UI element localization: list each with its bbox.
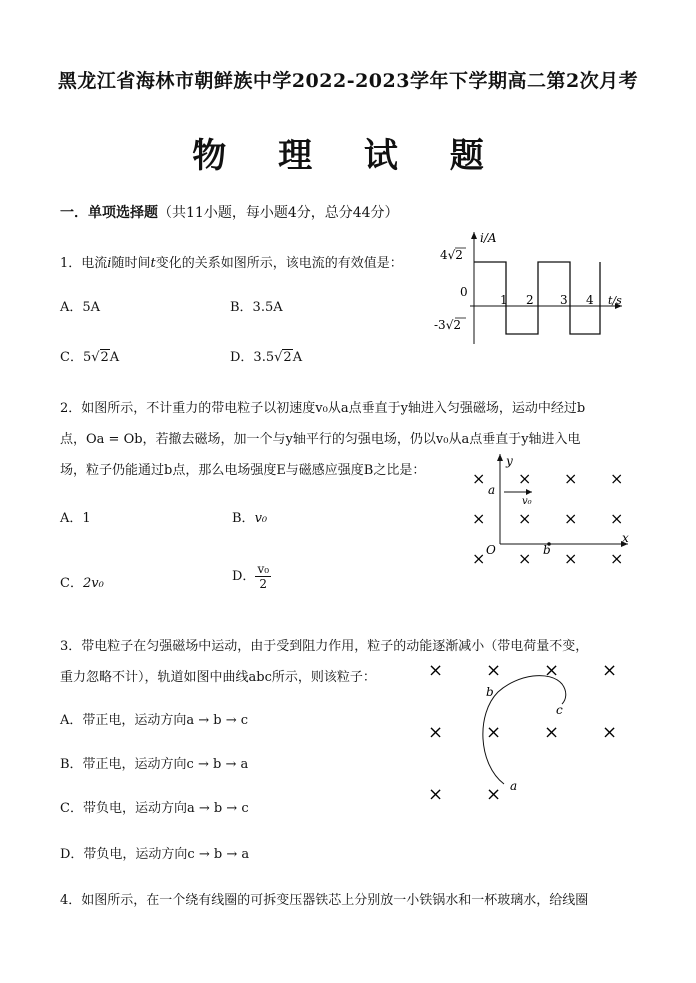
- fig2-x-label: x: [622, 531, 629, 545]
- cross-icon: ×: [472, 469, 486, 488]
- particle-track-figure-q3: [420, 654, 630, 804]
- q2-option-a-label: A．: [60, 511, 83, 526]
- fig2-v0-label: v₀: [522, 496, 532, 507]
- q2-option-b-value: v₀: [254, 511, 268, 526]
- q1-option-b[interactable]: B．3.5A: [230, 300, 283, 315]
- graph-y-top-label: 4√2: [440, 248, 463, 262]
- q1-option-c-radicand: 2: [100, 350, 109, 365]
- q2-option-c[interactable]: [60, 572, 104, 591]
- magnetic-field-figure-q2: [466, 450, 636, 570]
- cross-icon: ×: [610, 509, 624, 528]
- fig2-y-arrow: [497, 454, 503, 461]
- q2-option-b-label: B．: [232, 511, 255, 526]
- sqrt-symbol: √2: [274, 350, 292, 365]
- section-heading: [60, 202, 399, 222]
- fig2-origin-label: O: [486, 543, 496, 557]
- section-label: 一．单项选择题: [60, 205, 158, 221]
- q1-option-c-text: C．5: [60, 350, 92, 365]
- q3-option-c[interactable]: C．带负电，运动方向a → b → c: [60, 801, 249, 816]
- q1-option-d[interactable]: [230, 346, 302, 365]
- graph-y-bottom-label: -3√2: [434, 318, 461, 332]
- q1-text: 1．电流: [60, 256, 108, 271]
- question-2-line-2: 点，Oa = Ob，若撤去磁场，加一个与y轴平行的匀强电场，仍以v₀从a点垂直于y轴进入电: [60, 432, 581, 447]
- graph-y-label: i/A: [480, 231, 497, 245]
- graph-tick-3: 3: [560, 293, 568, 307]
- cross-icon: ×: [518, 469, 532, 488]
- cross-icon: ×: [486, 784, 502, 804]
- fig3-c-label: c: [556, 703, 563, 717]
- fig2-y-label: y: [506, 454, 513, 468]
- graph-tick-2: 2: [526, 293, 534, 307]
- q1-option-c[interactable]: [60, 346, 119, 365]
- q2-option-c-label: C．: [60, 576, 83, 591]
- cross-icon: ×: [544, 722, 560, 743]
- cross-icon: ×: [428, 660, 444, 681]
- graph-x-label: t/s: [608, 294, 622, 307]
- q1-option-d-text: D．3.5: [230, 350, 275, 365]
- field-crosses: [428, 660, 617, 804]
- q1-option-d-radicand: 2: [283, 350, 292, 365]
- graph-origin-label: 0: [460, 285, 468, 299]
- cross-icon: ×: [472, 509, 486, 528]
- exam-title: 黑龙江省海林市朝鲜族中学2022-2023学年下学期高二第2次月考: [57, 70, 639, 92]
- fig2-a-label: a: [488, 483, 496, 497]
- fig3-b-label: b: [486, 685, 494, 699]
- cross-icon: ×: [486, 660, 502, 681]
- cross-icon: ×: [602, 722, 618, 743]
- question-3-line-1: 3．带电粒子在匀强磁场中运动，由于受到阻力作用，粒子的动能逐渐减小（带电荷量不变，: [60, 639, 589, 654]
- question-1-stem: [60, 252, 403, 271]
- q3-option-d[interactable]: D．带负电，运动方向c → b → a: [60, 847, 250, 862]
- sqrt-symbol: √2: [91, 350, 109, 365]
- cross-icon: ×: [544, 660, 560, 681]
- fig3-a-label: a: [510, 779, 518, 793]
- q2-option-d-label: D．: [232, 569, 256, 584]
- subject-title: 物 理 试 题: [192, 136, 504, 176]
- q1-option-a[interactable]: A．5A: [60, 300, 101, 315]
- cross-icon: ×: [564, 509, 578, 528]
- q2-option-a-value: 1: [82, 511, 91, 526]
- current-time-graph: [420, 228, 630, 348]
- fraction-numerator: v₀: [257, 562, 270, 576]
- fraction-denominator: 2: [259, 577, 268, 591]
- graph-tick-4: 4: [586, 293, 594, 307]
- cross-icon: ×: [428, 722, 444, 743]
- q1-var-i: i: [107, 256, 112, 271]
- cross-icon: ×: [518, 549, 532, 568]
- question-4-line-1: 4．如图所示，在一个绕有线圈的可拆变压器铁芯上分别放一小铁锅水和一杯玻璃水，给线圈: [60, 893, 589, 908]
- q3-option-b[interactable]: B．带正电，运动方向c → b → a: [60, 757, 249, 772]
- cross-icon: ×: [610, 469, 624, 488]
- y-axis-arrow: [471, 232, 477, 239]
- question-2-line-1: 2．如图所示，不计重力的带电粒子以初速度v₀从a点垂直于y轴进入匀强磁场，运动中经过b: [60, 401, 586, 416]
- cross-icon: ×: [610, 549, 624, 568]
- q3-option-a[interactable]: A．带正电，运动方向a → b → c: [60, 713, 249, 728]
- cross-icon: ×: [428, 784, 444, 804]
- q1-var-t: t: [150, 256, 156, 271]
- q1-option-d-unit: A: [292, 350, 303, 365]
- q2-option-b[interactable]: [232, 507, 267, 526]
- cross-icon: ×: [518, 509, 532, 528]
- current-waveform: [474, 262, 600, 334]
- q2-option-c-value: 2v₀: [82, 576, 104, 591]
- graph-tick-1: 1: [500, 293, 508, 307]
- q1-option-c-unit: A: [109, 350, 120, 365]
- question-2-line-3: 场，粒子仍能通过b点，那么电场强度E与磁感应强度B之比是：: [60, 463, 426, 478]
- velocity-arrowhead: [526, 489, 532, 495]
- cross-icon: ×: [564, 469, 578, 488]
- fraction: [255, 562, 271, 591]
- cross-icon: ×: [472, 549, 486, 568]
- fig2-b-label: b: [543, 543, 551, 557]
- q2-option-d[interactable]: [232, 562, 271, 591]
- q1-text: 随时间: [111, 256, 151, 271]
- cross-icon: ×: [564, 549, 578, 568]
- q1-text: 变化的关系如图所示，该电流的有效值是：: [155, 256, 403, 271]
- section-note: （共11小题，每小题4分，总分44分）: [158, 205, 399, 221]
- q2-option-a[interactable]: [60, 507, 91, 526]
- cross-icon: ×: [486, 722, 502, 743]
- question-3-line-2: 重力忽略不计），轨道如图中曲线abc所示，则该粒子：: [60, 670, 376, 685]
- cross-icon: ×: [602, 660, 618, 681]
